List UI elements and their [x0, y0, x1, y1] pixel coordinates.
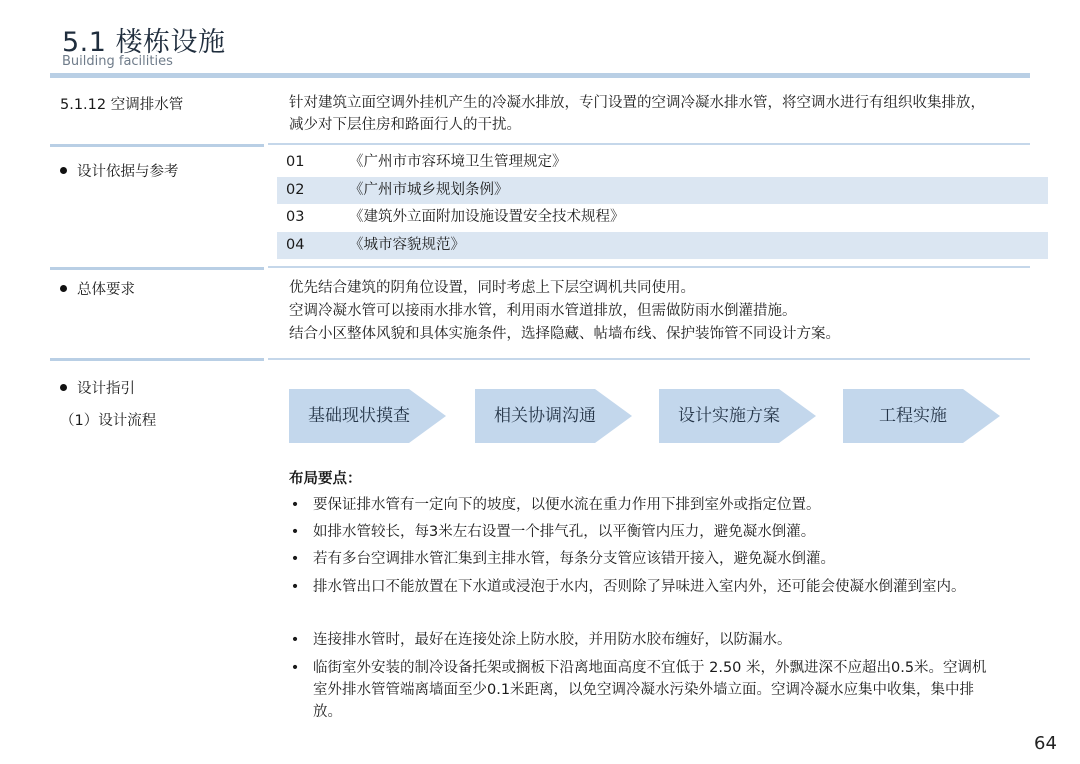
requirements-label-text: 总体要求 — [77, 282, 135, 298]
reference-number: 03 — [286, 209, 305, 225]
list-item — [289, 576, 989, 622]
flow-step — [843, 389, 1003, 443]
requirement-line: 优先结合建筑的阴角位设置，同时考虑上下层空调机共同使用。 — [289, 280, 695, 296]
list-item-text: 如排水管较长，每3米左右设置一个排气孔，以平衡管内压力，避免凝水倒灌。 — [313, 524, 816, 540]
section-description: 针对建筑立面空调外挂机产生的冷凝水排放，专门设置的空调冷凝水排水管，将空调水进行有组织收集排放，减少对下层住房和路面行人的干扰。 — [289, 95, 985, 133]
bullet-icon: • — [290, 579, 300, 595]
guide-label — [60, 377, 135, 398]
reference-row — [277, 204, 1048, 231]
bullet-icon: • — [290, 497, 300, 513]
flow-step-label: 设计实施方案 — [678, 406, 780, 426]
divider-right — [268, 266, 1030, 268]
bullet-dot-icon — [60, 384, 67, 391]
bullet-icon: • — [290, 660, 300, 676]
flow-step-label: 工程实施 — [879, 406, 947, 426]
bullet-icon: • — [290, 551, 300, 567]
requirements-label — [60, 278, 135, 299]
reference-title: 《建筑外立面附加设施设置安全技术规程》 — [349, 209, 625, 225]
guide-label-text: 设计指引 — [77, 381, 135, 397]
bullet-icon: • — [290, 632, 300, 648]
reference-number: 01 — [286, 154, 305, 170]
list-item — [289, 629, 989, 651]
list-item — [289, 494, 989, 516]
reference-number: 04 — [286, 237, 305, 253]
references-label-text: 设计依据与参考 — [77, 164, 179, 180]
reference-number: 02 — [286, 182, 305, 198]
page-number: 64 — [1034, 733, 1057, 754]
divider-left — [50, 358, 264, 361]
reference-row — [277, 177, 1048, 204]
reference-title: 《广州市市容环境卫生管理规定》 — [349, 154, 567, 170]
divider-left — [50, 267, 264, 270]
header-rule — [50, 73, 1030, 78]
bullet-icon: • — [290, 524, 300, 540]
key-points-heading: 布局要点： — [289, 471, 362, 487]
reference-title: 《城市容貌规范》 — [349, 237, 465, 253]
page-subtitle: Building facilities — [62, 54, 173, 69]
reference-title: 《广州市城乡规划条例》 — [349, 182, 509, 198]
list-item-text: 要保证排水管有一定向下的坡度，以便水流在重力作用下排到室外或指定位置。 — [313, 497, 821, 513]
list-item-text: 临街室外安装的制冷设备托架或搁板下沿离地面高度不宜低于 2.50 米，外飘进深不应超出0.5米。空调机室外排水管管端离墙面至少0.1米距离，以免空调冷凝水污染外墙立面。空调冷凝水应集中收集，集中排放。 — [313, 660, 987, 720]
list-item — [289, 521, 989, 543]
flow-step — [289, 389, 449, 443]
divider-left — [50, 144, 264, 147]
section-label: 5.1.12 空调排水管 — [60, 97, 184, 113]
bullet-dot-icon — [60, 167, 67, 174]
flow-step — [475, 389, 635, 443]
list-item — [289, 657, 989, 727]
reference-row — [277, 149, 1048, 176]
flow-step-label: 基础现状摸查 — [308, 406, 410, 426]
divider-right — [268, 143, 1030, 145]
guide-sublabel: （1）设计流程 — [60, 413, 157, 429]
flow-step — [659, 389, 819, 443]
requirement-line: 结合小区整体风貌和具体实施条件，选择隐藏、帖墙布线、保护装饰管不同设计方案。 — [289, 326, 840, 342]
bullet-dot-icon — [60, 285, 67, 292]
list-item-text: 若有多台空调排水管汇集到主排水管，每条分支管应该错开接入，避免凝水倒灌。 — [313, 551, 835, 567]
references-label — [60, 160, 179, 181]
flow-step-label: 相关协调沟通 — [494, 406, 596, 426]
list-item-text: 连接排水管时，最好在连接处涂上防水胶，并用防水胶布缠好，以防漏水。 — [313, 632, 792, 648]
list-item-text: 排水管出口不能放置在下水道或浸泡于水内，否则除了异味进入室内外，还可能会使凝水倒灌到室内。 — [313, 579, 966, 595]
page-title: 5.1 楼栋设施 — [62, 27, 226, 58]
list-item — [289, 548, 989, 570]
reference-row — [277, 232, 1048, 259]
requirement-line: 空调冷凝水管可以接雨水排水管，利用雨水管道排放，但需做防雨水倒灌措施。 — [289, 303, 797, 319]
divider-right — [268, 358, 1030, 360]
